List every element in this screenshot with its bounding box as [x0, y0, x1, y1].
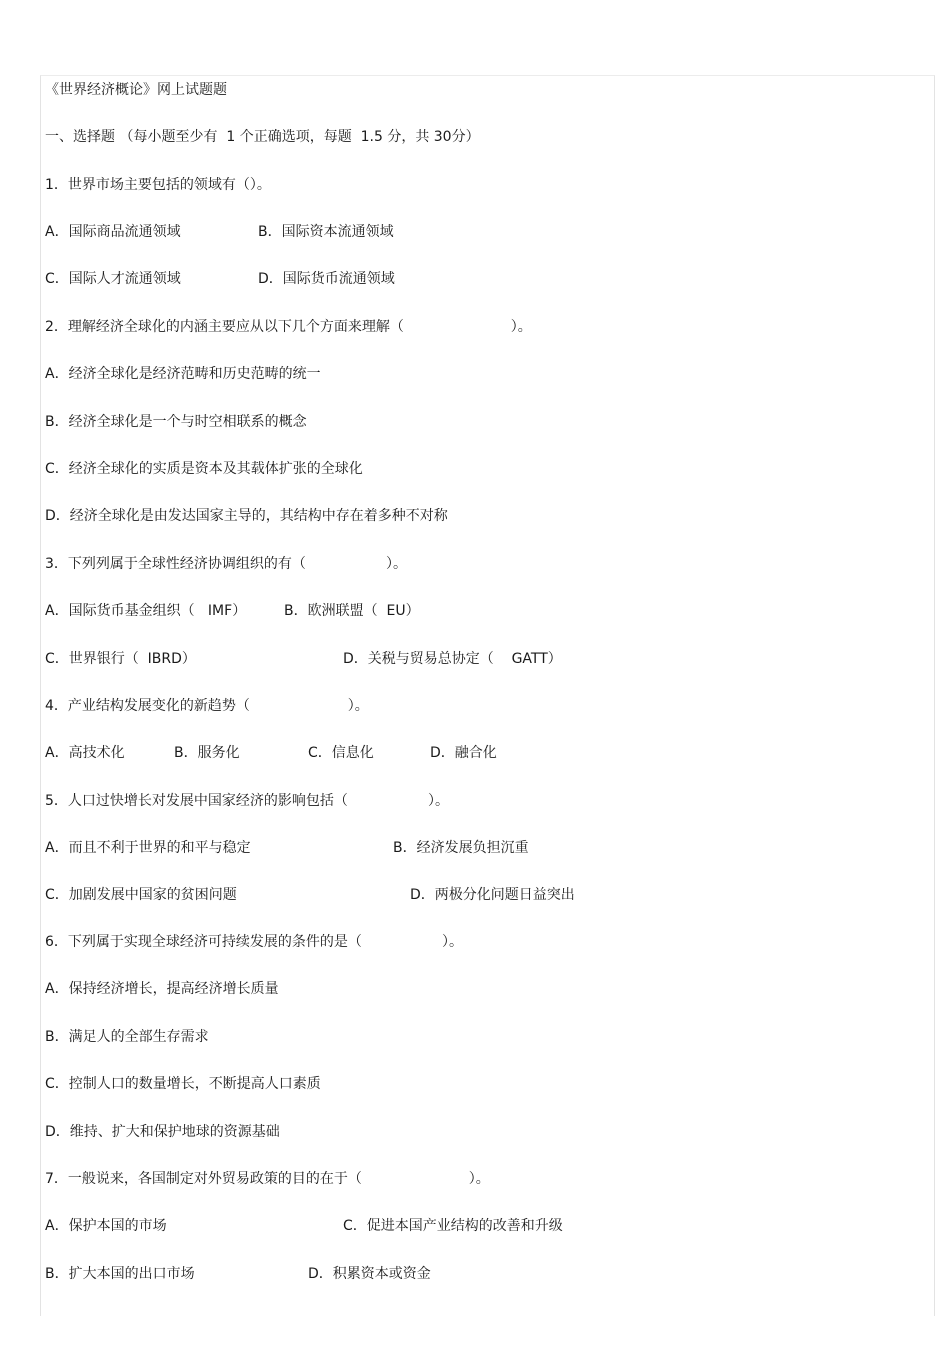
- option: B．服务化: [174, 745, 240, 761]
- question-stem: 3．下列列属于全球性经济协调组织的有（ ）。: [45, 556, 408, 572]
- question-stem: 6．下列属于实现全球经济可持续发展的条件的是（ ）。: [45, 934, 464, 950]
- question-stem: 2．理解经济全球化的内涵主要应从以下几个方面来理解（ ）。: [45, 319, 532, 335]
- option-row: [45, 222, 394, 242]
- option: A．经济全球化是经济范畴和历史范畴的统一: [45, 366, 321, 382]
- option: B．经济全球化是一个与时空相联系的概念: [45, 414, 307, 430]
- option: D．积累资本或资金: [308, 1266, 431, 1282]
- option-row: [45, 269, 395, 289]
- option: C．加剧发展中国家的贫困问题: [45, 887, 237, 903]
- option: B．扩大本国的出口市场: [45, 1266, 195, 1282]
- option: B．国际资本流通领域: [258, 224, 394, 240]
- option: A．保持经济增长，提高经济增长质量: [45, 981, 279, 997]
- option: C．促进本国产业结构的改善和升级: [343, 1218, 563, 1234]
- option: C．经济全球化的实质是资本及其载体扩张的全球化: [45, 461, 363, 477]
- option-row: [45, 649, 562, 669]
- option: C．控制人口的数量增长，不断提高人口素质: [45, 1076, 321, 1092]
- option: D．国际货币流通领域: [258, 271, 395, 287]
- option: A．国际商品流通领域: [45, 224, 181, 240]
- question-stem: 1．世界市场主要包括的领域有（）。: [45, 177, 271, 193]
- option: A．保护本国的市场: [45, 1218, 167, 1234]
- option: A．国际货币基金组织（ IMF）: [45, 603, 247, 619]
- question-stem: 5．人口过快增长对发展中国家经济的影响包括（ ）。: [45, 793, 450, 809]
- option: A．高技术化: [45, 745, 125, 761]
- option-row: [45, 601, 420, 621]
- question-stem: 4．产业结构发展变化的新趋势（ ）。: [45, 698, 369, 714]
- option: C．信息化: [308, 745, 374, 761]
- option: D．融合化: [430, 745, 497, 761]
- option-row: [45, 838, 529, 858]
- section-heading: 一、选择题 （每小题至少有 1 个正确选项，每题 1.5 分，共 30分）: [45, 129, 480, 145]
- option-row: [45, 743, 497, 763]
- option: A．而且不利于世界的和平与稳定: [45, 840, 251, 856]
- option-row: [45, 885, 575, 905]
- option: D．经济全球化是由发达国家主导的，其结构中存在着多种不对称: [45, 508, 448, 524]
- question-stem: 7．一般说来，各国制定对外贸易政策的目的在于（ ）。: [45, 1171, 490, 1187]
- option: D．关税与贸易总协定（ GATT）: [343, 651, 562, 667]
- option: B．满足人的全部生存需求: [45, 1029, 209, 1045]
- option-row: [45, 1216, 563, 1236]
- option: B．欧洲联盟（ EU）: [284, 603, 420, 619]
- option: D．两极分化问题日益突出: [410, 887, 575, 903]
- document-title: 《世界经济概论》网上试题题: [45, 82, 227, 98]
- option: C．国际人才流通领域: [45, 271, 181, 287]
- option-row: [45, 1264, 431, 1284]
- option: D．维持、扩大和保护地球的资源基础: [45, 1124, 280, 1140]
- option: B．经济发展负担沉重: [393, 840, 529, 856]
- option: C．世界银行（ IBRD）: [45, 651, 196, 667]
